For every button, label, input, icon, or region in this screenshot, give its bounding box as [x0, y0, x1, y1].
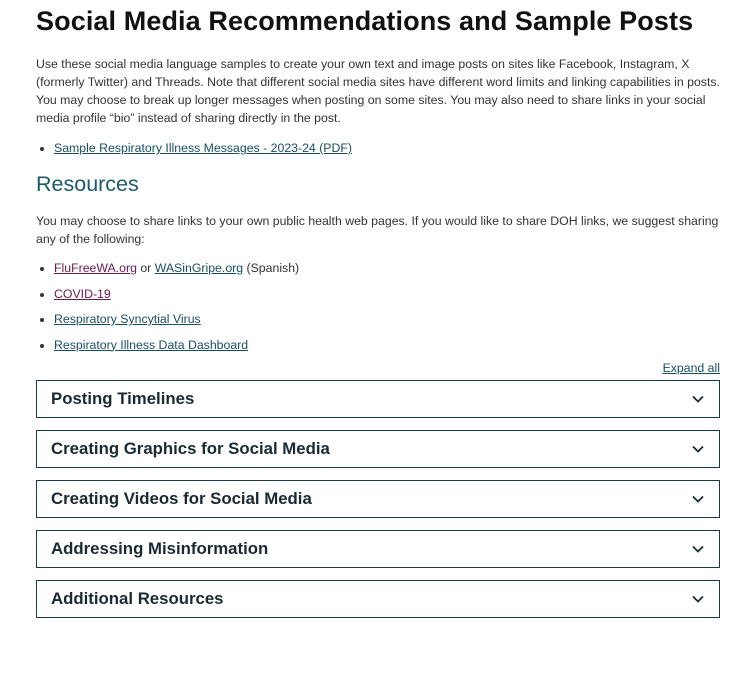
list-item — [54, 139, 720, 157]
accordion — [36, 380, 720, 618]
accordion-title: Addressing Misinformation — [51, 539, 269, 558]
resources-links-list — [36, 259, 720, 354]
chevron-down-icon — [691, 592, 705, 606]
list-item — [54, 336, 720, 354]
spanish-note: (Spanish) — [243, 261, 300, 275]
list-item — [54, 310, 720, 328]
rsv-link[interactable]: Respiratory Syncytial Virus — [54, 312, 201, 326]
chevron-down-icon — [691, 542, 705, 556]
or-text: or — [136, 261, 155, 275]
resources-paragraph: You may choose to share links to your own public health web pages. If you would like to share DOH links, we suggest sharing any of the following: — [36, 214, 719, 246]
chevron-down-icon — [691, 392, 705, 406]
resources-heading: Resources — [36, 172, 139, 196]
expand-all-row — [36, 359, 720, 377]
accordion-title: Creating Videos for Social Media — [51, 489, 312, 508]
wasingripe-link[interactable]: WASinGripe.org — [154, 261, 244, 275]
intro-paragraph: Use these social media language samples to create your own text and image posts on sites like Facebook, Instagram, X (formerly Twitter) and Threads. Note that different social media sites have different word limits and linking capabilities in posts. You may choose to break up longer messages when posting on some sites. You may also need to share links in your social media profile “bio” instead of sharing directly in the post. — [36, 57, 720, 125]
accordion-item-posting-timelines[interactable] — [36, 380, 720, 418]
accordion-item-additional-resources[interactable] — [36, 580, 720, 618]
sample-messages-pdf-link[interactable]: Sample Respiratory Illness Messages - 2023-24 (PDF) — [54, 141, 352, 155]
accordion-item-creating-graphics[interactable] — [36, 430, 720, 468]
list-item — [54, 285, 720, 303]
covid-19-link[interactable]: COVID-19 — [54, 286, 111, 301]
chevron-down-icon — [691, 442, 705, 456]
flufreewa-link[interactable]: FluFreeWA.org — [54, 261, 137, 275]
list-item — [54, 259, 720, 277]
accordion-title: Additional Resources — [51, 589, 224, 608]
accordion-item-addressing-misinformation[interactable] — [36, 530, 720, 568]
page-title: Social Media Recommendations and Sample Posts — [36, 6, 694, 36]
accordion-item-creating-videos[interactable] — [36, 480, 720, 518]
accordion-title: Posting Timelines — [51, 389, 195, 408]
sample-links-list — [36, 139, 720, 157]
accordion-title: Creating Graphics for Social Media — [51, 439, 330, 458]
data-dashboard-link[interactable]: Respiratory Illness Data Dashboard — [54, 337, 249, 352]
chevron-down-icon — [691, 492, 705, 506]
expand-all-link[interactable]: Expand all — [662, 361, 720, 375]
